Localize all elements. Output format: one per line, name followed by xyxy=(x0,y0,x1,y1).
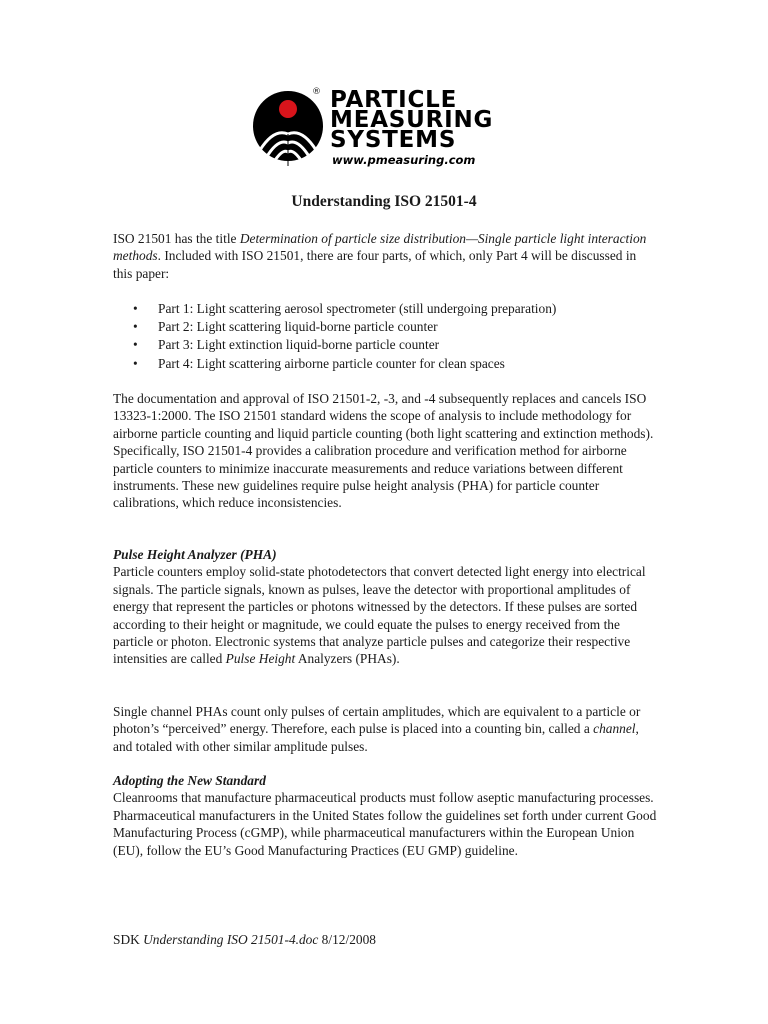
footer-date: 8/12/2008 xyxy=(318,932,376,947)
company-logo xyxy=(252,86,520,176)
registered-mark: ® xyxy=(312,87,321,97)
list-item xyxy=(113,318,658,336)
list-item-text: Part 2: Light scattering liquid-borne particle counter xyxy=(158,319,438,335)
paragraph-text: Analyzers (PHAs). xyxy=(295,651,400,667)
intro-text-end: . Included with ISO 21501, there are four parts, of which, only Part 4 will be discussed in this paper: xyxy=(113,248,637,281)
paragraph-text: The documentation and approval of ISO 21501-2, -3, and -4 subsequently replaces and cancels ISO 13323-1:2000. The ISO 21501 standard widens the scope of analysis to include methodology for airborne particle counting and liquid particle counting (both light scattering and extinction methods). Specifically, ISO 21501-4 provides a calibration procedure and verification method for airborne particle counters to minimize inaccurate measurements and reduce variations between different instruments. These new guidelines require pulse height analysis (PHA) for particle counter calibrations, which reduce inconsistencies. xyxy=(113,391,654,511)
intro-text-start: ISO 21501 has the title xyxy=(113,231,240,246)
section-pha xyxy=(113,546,658,668)
list-item-text: Part 1: Light scattering aerosol spectrometer (still undergoing preparation) xyxy=(158,301,557,316)
parts-list xyxy=(113,300,658,373)
list-item xyxy=(113,355,658,373)
paragraph-text: Single channel PHAs count only pulses of certain amplitudes, which are equivalent to a particle or photon’s “perceived” energy. Therefore, each pulse is placed into a counting bin, called a xyxy=(113,704,641,737)
bullet: • xyxy=(133,301,138,316)
list-item xyxy=(113,300,658,318)
italic-term: Pulse Height xyxy=(225,651,296,667)
page-footer xyxy=(113,931,376,948)
section-adopting-standard xyxy=(113,772,658,859)
bullet: • xyxy=(133,337,138,353)
paragraph-text: Particle counters employ solid-state photodetectors that convert detected light energy into electrical signals. The particle signals, known as pulses, leave the detector with proportional amplitudes of energy that represent the particles or photons witnessed by the detectors. If these pulses are sorted according to their height or magnitude, we could equate the pulses to energy received from the particle or photon. Electronic systems that analyze particle pulses and categorize their respective intensities are called xyxy=(113,564,646,667)
section-heading: Pulse Height Analyzer (PHA) xyxy=(113,547,277,562)
logo-line-1: PARTICLE xyxy=(330,87,458,113)
paragraph-text: , and totaled with other similar amplitude pulses. xyxy=(113,721,639,754)
footer-filename: Understanding ISO 21501-4.doc xyxy=(143,932,319,947)
italic-term: channel xyxy=(593,721,636,737)
document-title: Understanding ISO 21501-4 xyxy=(291,193,477,210)
logo-wordmark xyxy=(330,87,494,167)
logo-line-2: MEASURING xyxy=(330,107,494,133)
intro-standard-title: Determination of particle size distribution—Single particle light interaction methods xyxy=(113,231,647,264)
bullet: • xyxy=(133,319,138,335)
logo-line-3: SYSTEMS xyxy=(330,127,457,153)
list-item-text: Part 3: Light extinction liquid-borne particle counter xyxy=(158,337,440,353)
bullet: • xyxy=(133,355,138,371)
section-heading: Adopting the New Standard xyxy=(113,773,266,788)
footer-author: SDK xyxy=(113,932,144,947)
list-item-text: Part 4: Light scattering airborne particle counter for clean spaces xyxy=(158,355,505,371)
paragraph-text: Cleanrooms that manufacture pharmaceutical products must follow aseptic manufacturing processes. Pharmaceutical manufacturers in the United States follow the guidelines set forth under current Good Manufacturing Process (cGMP), while pharmaceutical manufacturers within the European Union (EU), follow the EU’s Good Manufacturing Practices (EU GMP) guideline. xyxy=(113,790,657,858)
paragraph-iso-approval xyxy=(113,390,658,512)
logo-url: www.pmeasuring.com xyxy=(332,153,476,167)
paragraph-single-channel xyxy=(113,703,658,755)
intro-paragraph xyxy=(113,230,658,282)
list-item xyxy=(113,336,658,354)
